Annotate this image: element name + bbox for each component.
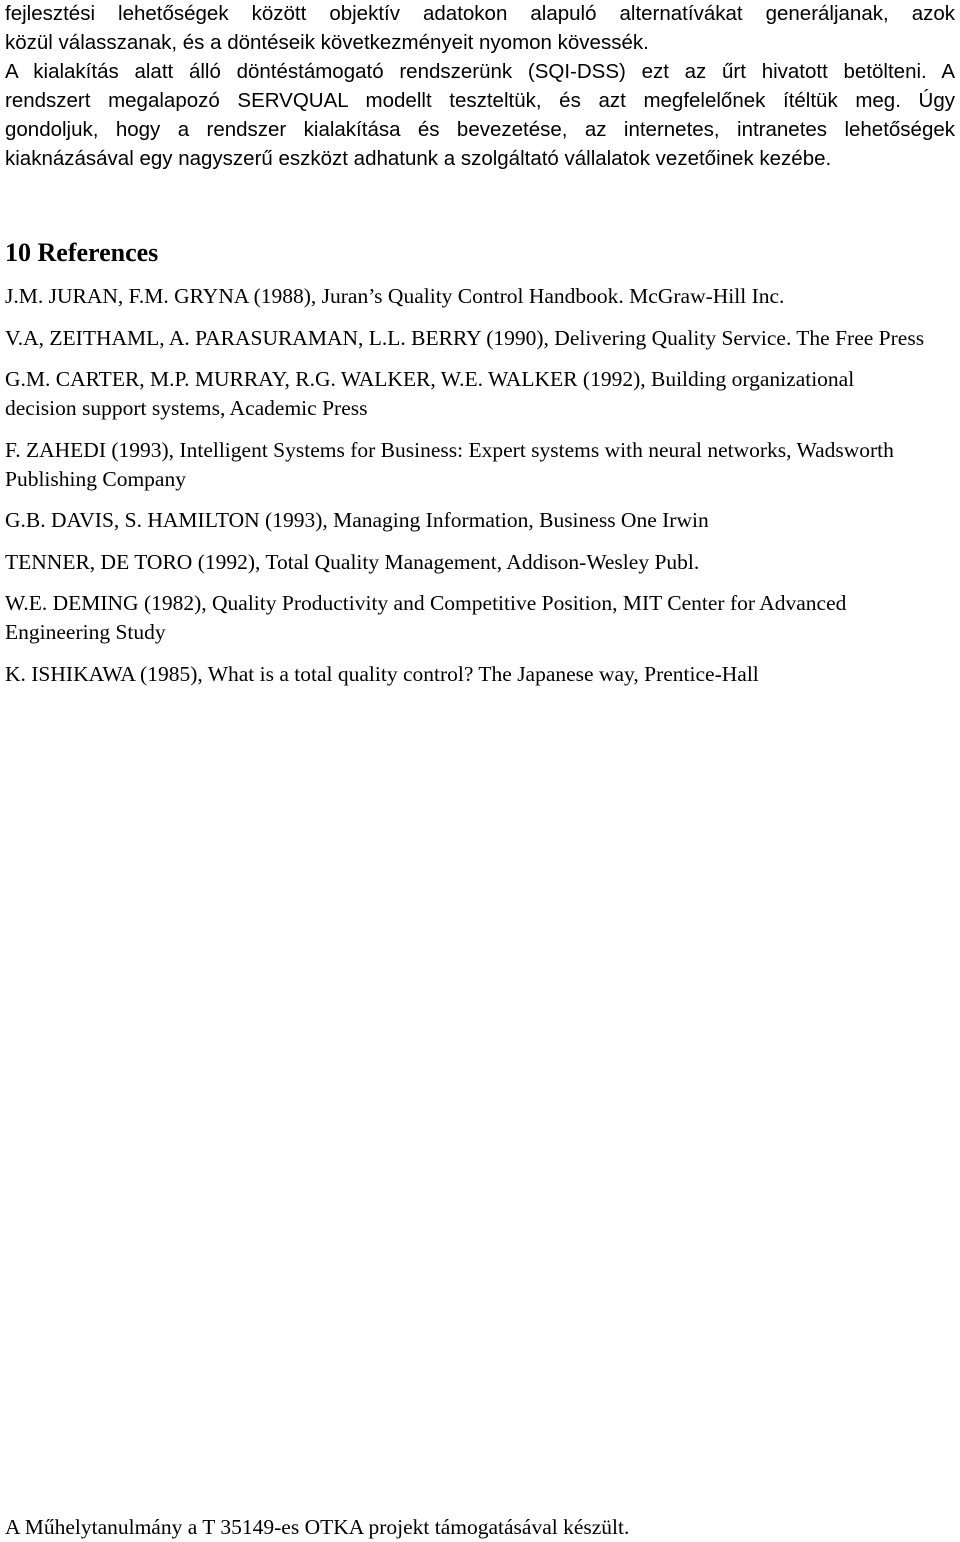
reference-item: TENNER, DE TORO (1992), Total Quality Management, Addison-Wesley Publ. — [5, 549, 700, 574]
body-line: gondoljuk, hogy a rendszer kialakítása és bevezetése, az internetes, intranetes lehetőségek — [5, 118, 955, 141]
reference-item: J.M. JURAN, F.M. GRYNA (1988), Juran’s Quality Control Handbook. McGraw-Hill Inc. — [5, 284, 785, 308]
body-line: A kialakítás alatt álló döntéstámogató rendszerünk (SQI-DSS) ezt az űrt hivatott betölteni. A — [5, 60, 955, 83]
reference-item: K. ISHIKAWA (1985), What is a total quality control? The Japanese way, Prentice-Hall — [5, 661, 759, 686]
body-line: közül válasszanak, és a döntéseik következményeit nyomon kövessék. — [5, 31, 649, 54]
body-paragraph — [5, 0, 955, 173]
body-line: rendszert megalapozó SERVQUAL modellt teszteltük, és azt megfelelőnek ítéltük meg. Úgy — [5, 89, 955, 112]
references-heading: 10 References — [5, 238, 159, 267]
reference-item: G.B. DAVIS, S. HAMILTON (1993), Managing Information, Business One Irwin — [5, 508, 709, 532]
reference-item: V.A, ZEITHAML, A. PARASURAMAN, L.L. BERRY (1990), Delivering Quality Service. The Free Press — [5, 325, 925, 350]
references-list — [5, 282, 955, 701]
reference-item: G.M. CARTER, M.P. MURRAY, R.G. WALKER, W.E. WALKER (1992), Building organizational decision support systems, Academic Press — [5, 367, 855, 420]
reference-item: F. ZAHEDI (1993), Intelligent Systems for Business: Expert systems with neural networks, Wadsworth Publishing Company — [5, 437, 894, 491]
body-line: kiaknázásával egy nagyszerű eszközt adhatunk a szolgáltató vállalatok vezetőinek kezébe. — [5, 147, 832, 170]
footer-note: A Műhelytanulmány a T 35149-es OTKA projekt támogatásával készült. — [5, 1515, 630, 1539]
body-line: fejlesztési lehetőségek között objektív adatokon alapuló alternatívákat generáljanak, azok — [5, 2, 955, 25]
reference-item: W.E. DEMING (1982), Quality Productivity and Competitive Position, MIT Center for Advanced Engineering Study — [5, 591, 847, 644]
